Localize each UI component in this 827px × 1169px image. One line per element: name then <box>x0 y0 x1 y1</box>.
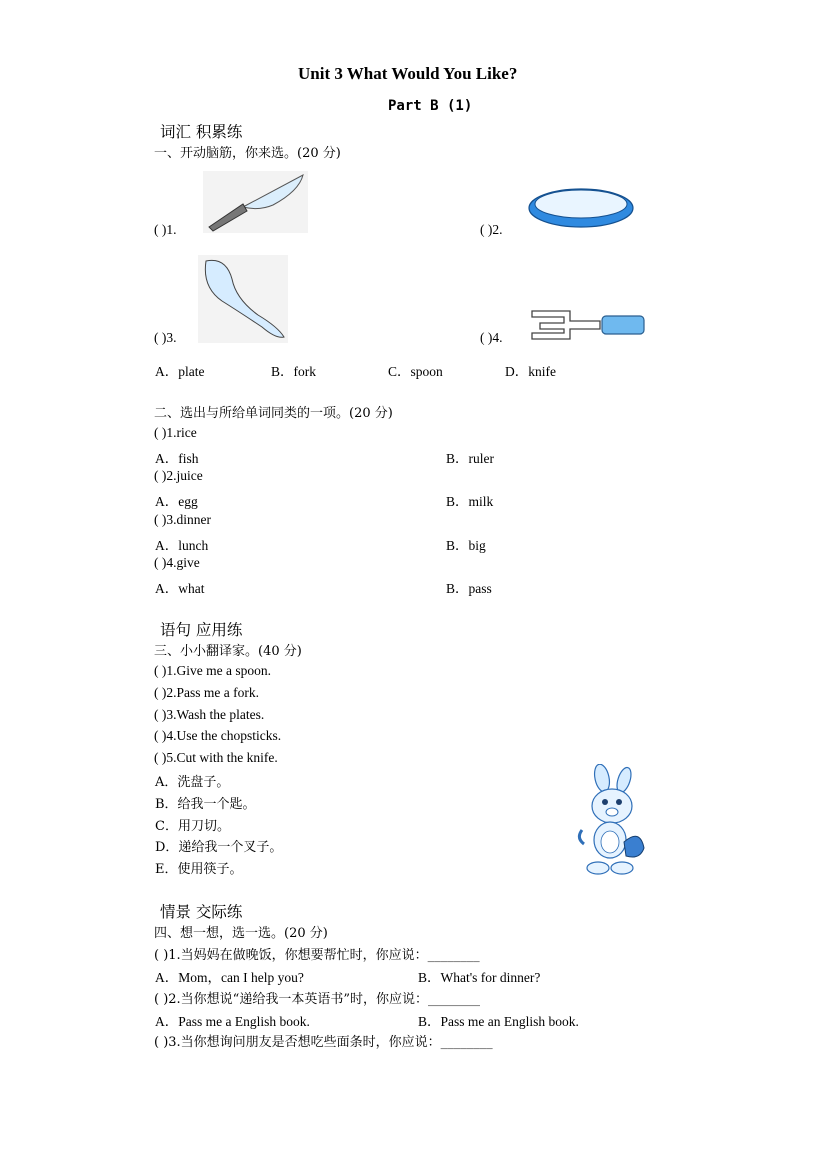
q2-item-2-b: B．milk <box>446 494 494 509</box>
q4-heading: 四、想一想，选一选。(20 分) <box>154 926 328 941</box>
q3-option-b: B．给我一个匙。 <box>155 797 256 812</box>
q3-option-a: A．洗盘子。 <box>155 775 230 790</box>
spoon-image <box>198 255 288 343</box>
q1-item-4: ( )4. <box>480 330 503 345</box>
page-title: Unit 3 What Would You Like? <box>298 64 518 83</box>
q3-item-3: ( )3.Wash the plates. <box>154 707 265 722</box>
q1-item-2: ( )2. <box>480 222 503 237</box>
q3-item-4: ( )4.Use the chopsticks. <box>154 728 282 743</box>
q2-item-3-a: A．lunch <box>155 538 209 553</box>
q2-item-1-a: A．fish <box>155 451 199 466</box>
q2-item-2-stem: ( )2.juice <box>154 468 203 483</box>
q1-option-c: C．spoon <box>388 364 443 379</box>
q2-item-3-b: B．big <box>446 538 486 553</box>
q1-option-a: A．plate <box>155 364 205 379</box>
q2-item-4-stem: ( )4.give <box>154 555 200 570</box>
q3-option-e: E．使用筷子。 <box>155 862 243 877</box>
rabbit-illustration <box>574 764 650 880</box>
q1-heading: 一、开动脑筋，你来选。(20 分) <box>154 146 341 161</box>
q4-item-2-b: B．Pass me an English book. <box>418 1014 579 1029</box>
q2-item-3-stem: ( )3.dinner <box>154 512 211 527</box>
q4-item-1-stem: ( )1.当妈妈在做晚饭，你想要帮忙时，你应说：________ <box>154 948 480 963</box>
q1-item-3: ( )3. <box>154 330 177 345</box>
plate-image <box>527 186 635 234</box>
q4-item-1-b: B．What's for dinner? <box>418 970 541 985</box>
q4-item-2-a: A．Pass me a English book. <box>155 1014 310 1029</box>
page-subtitle: Part B (1) <box>388 98 473 114</box>
q1-item-1: ( )1. <box>154 222 177 237</box>
q4-item-1-a: A．Mom，can I help you? <box>155 970 304 985</box>
q1-option-b: B．fork <box>271 364 316 379</box>
q3-option-d: D．递给我一个叉子。 <box>155 840 283 855</box>
q4-item-3-stem: ( )3.当你想询问朋友是否想吃些面条时，你应说：________ <box>154 1035 493 1050</box>
section-vocab: 词汇 积累练 <box>160 123 243 141</box>
q1-option-d: D．knife <box>505 364 556 379</box>
q4-item-2-stem: ( )2.当你想说“递给我一本英语书”时，你应说：________ <box>154 992 480 1007</box>
q2-item-4-b: B．pass <box>446 581 492 596</box>
q2-item-4-a: A．what <box>155 581 205 596</box>
q3-item-1: ( )1.Give me a spoon. <box>154 663 271 678</box>
q2-item-1-b: B．ruler <box>446 451 494 466</box>
fork-image <box>530 307 646 343</box>
q3-option-c: C．用刀切。 <box>155 819 230 834</box>
q3-item-5: ( )5.Cut with the knife. <box>154 750 278 765</box>
q2-item-1-stem: ( )1.rice <box>154 425 197 440</box>
q3-heading: 三、小小翻译家。(40 分) <box>154 644 302 659</box>
q3-item-2: ( )2.Pass me a fork. <box>154 685 259 700</box>
q2-heading: 二、选出与所给单词同类的一项。(20 分) <box>154 406 393 421</box>
section-situation: 情景 交际练 <box>160 903 243 921</box>
section-sentence: 语句 应用练 <box>160 621 243 639</box>
q2-item-2-a: A．egg <box>155 494 198 509</box>
knife-image <box>203 171 308 233</box>
